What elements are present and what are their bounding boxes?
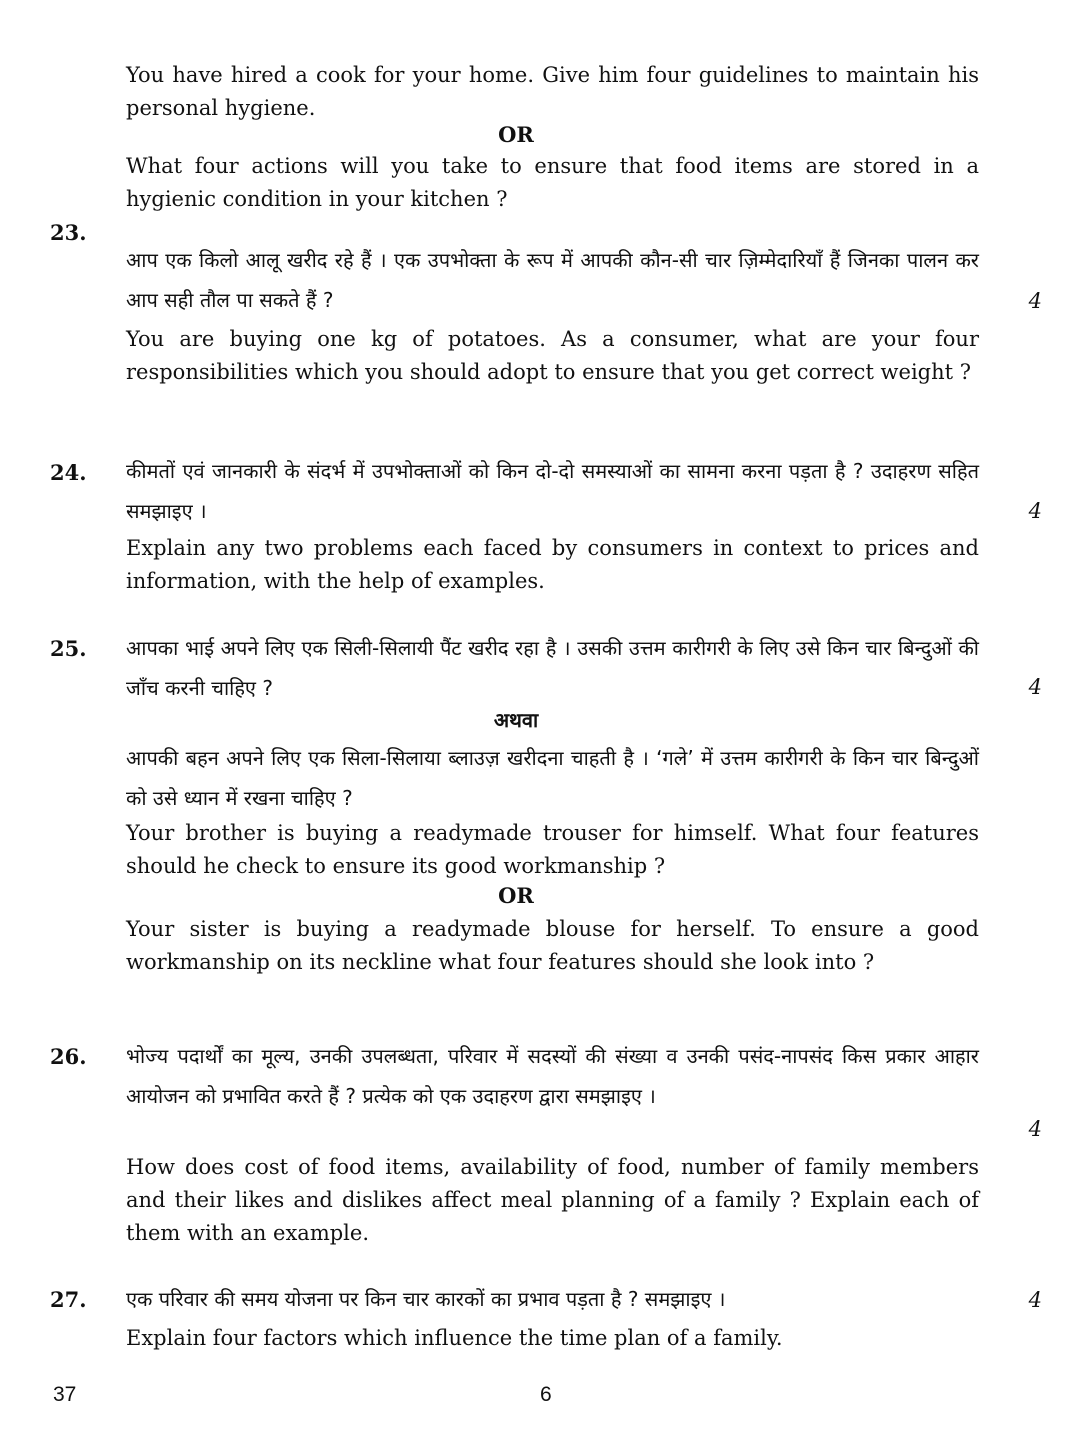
question-number: 27.: [50, 1287, 87, 1312]
question-text-english: Your sister is buying a readymade blouse for herself. To ensure a good workmanship on its neckline what four features should she look into ?: [126, 917, 979, 974]
or-separator: OR: [498, 883, 534, 908]
question-text-hindi: आप एक किलो आलू खरीद रहे हैं । एक उपभोक्ता के रूप में आपकी कौन-सी चार ज़िम्मेदारियाँ हैं जिनका पालन कर आप सही तौल पा सकते हैं ?: [126, 248, 979, 312]
question-text-english: Explain any two problems each faced by consumers in context to prices and information, with the help of examples.: [126, 536, 979, 593]
question-text-english: Your brother is buying a readymade trouser for himself. What four features should he check to ensure its good workmanship ?: [126, 821, 979, 878]
question-marks: 4: [1028, 289, 1042, 313]
or-separator: OR: [498, 122, 534, 147]
question-number: 24.: [50, 460, 87, 485]
page-number: 6: [540, 1383, 552, 1406]
question-text-hindi: आपका भाई अपने लिए एक सिली-सिलायी पैंट खरीद रहा है । उसकी उत्तम कारीगरी के लिए उसे किन चार बिन्दुओं की जाँच करनी चाहिए ?: [126, 636, 979, 700]
question-text-hindi: एक परिवार की समय योजना पर किन चार कारकों का प्रभाव पड़ता है ? समझाइए ।: [126, 1287, 726, 1311]
question-marks: 4: [1028, 1117, 1042, 1141]
question-text-english: You are buying one kg of potatoes. As a consumer, what are your four responsibilities which you should adopt to ensure that you get correct weight ?: [126, 327, 979, 384]
question-marks: 4: [1028, 499, 1042, 523]
question-text-hindi: भोज्य पदार्थों का मूल्य, उनकी उपलब्धता, परिवार में सदस्यों की संख्या व उनकी पसंद-नापसंद किस प्रकार आहार आयोजन को प्रभावित करते हैं ? प्रत्येक को एक उदाहरण द्वारा समझाइए ।: [126, 1044, 979, 1108]
question-text-hindi: आपकी बहन अपने लिए एक सिला-सिलाया ब्लाउज़ खरीदना चाहती है । ‘गले’ में उत्तम कारीगरी के किन चार बिन्दुओं को उसे ध्यान में रखना चाहिए ?: [126, 746, 979, 810]
question-marks: 4: [1028, 675, 1042, 699]
question-text-english: You have hired a cook for your home. Give him four guidelines to maintain his personal hygiene.: [126, 63, 979, 120]
question-text-hindi: कीमतों एवं जानकारी के संदर्भ में उपभोक्ताओं को किन दो-दो समस्याओं का सामना करना पड़ता है ? उदाहरण सहित समझाइए ।: [126, 459, 979, 523]
question-text-english: Explain four factors which influence the time plan of a family.: [126, 1326, 783, 1350]
question-number: 23.: [50, 220, 87, 245]
question-text-english: How does cost of food items, availability of food, number of family members and their likes and dislikes affect meal planning of a family ? Explain each of them with an example.: [126, 1155, 979, 1245]
question-number: 25.: [50, 636, 87, 661]
question-number: 26.: [50, 1044, 87, 1069]
question-marks: 4: [1028, 1288, 1042, 1312]
paper-code: 37: [53, 1383, 77, 1406]
or-separator-hindi: अथवा: [493, 708, 539, 732]
question-text-english: What four actions will you take to ensure that food items are stored in a hygienic condition in your kitchen ?: [126, 154, 979, 211]
